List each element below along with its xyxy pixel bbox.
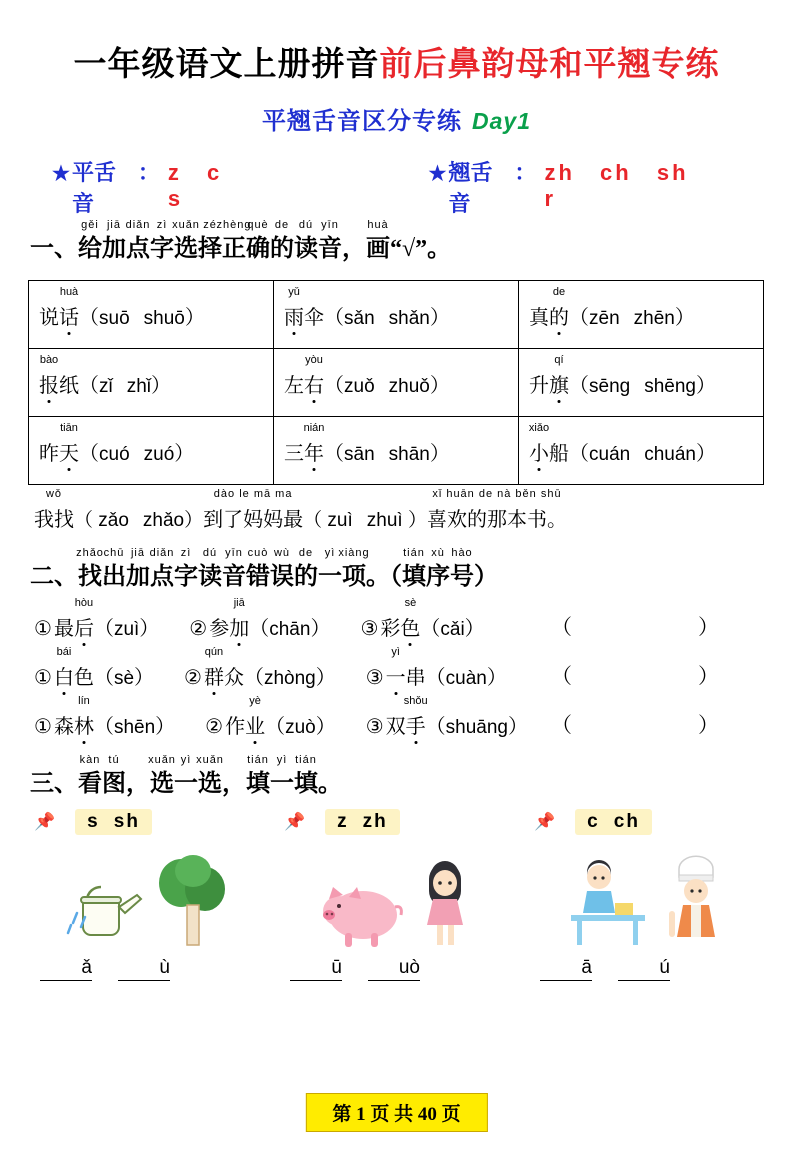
option-pinyin[interactable]: zhēn [633, 308, 675, 329]
dot-pinyin: yè [249, 695, 261, 707]
table-cell[interactable]: 真 de 的 （ zēn zhēn ） [519, 281, 764, 349]
option-pinyin[interactable]: zhuǒ [388, 376, 430, 397]
option-item[interactable]: ① 森 lín 林 （ shēn ） [34, 710, 175, 739]
emphasis-dot [414, 741, 417, 744]
exercise-3-heading: 三、 kàn 看 tú 图 ， xuǎn 选 yì 一 xuǎn 选 ， tián 填 yì 一 tián 填 。 [30, 754, 342, 797]
dotted-char [59, 286, 79, 330]
option-number: ① [34, 716, 52, 738]
fill-blank[interactable] [118, 957, 170, 981]
picture-group [534, 809, 759, 981]
ruby-pinyin: xuǎn [148, 754, 176, 766]
picture-area [284, 841, 509, 949]
option-pinyin[interactable]: shuō [143, 308, 185, 329]
ruby-pinyin: tián [247, 754, 269, 766]
dotted-char [400, 597, 421, 641]
ruby-pinyin: xǐ huān de nà běn shū [432, 488, 562, 500]
ruby-char: 序 [426, 564, 450, 590]
option-pinyin: zuì [113, 619, 140, 640]
table-cell[interactable]: 说 huà 话 （ suō shuō ） [29, 281, 274, 349]
dot-char: 小 [529, 443, 549, 465]
ruby-char: 的 [270, 236, 294, 262]
ruby-char: 图 [102, 771, 126, 797]
dotted-char [59, 422, 79, 466]
ruby-char: 读 [294, 236, 318, 262]
ruby-char: 字 [174, 564, 198, 590]
picture-area [534, 841, 759, 949]
ruby-char: 音 [222, 564, 246, 590]
option-pinyin[interactable]: sǎn [344, 308, 375, 329]
emphasis-dot [238, 643, 241, 646]
option-pinyin: sè [113, 668, 135, 689]
blank-suffix: ū [331, 957, 342, 978]
legend-curled-letters [544, 160, 741, 212]
option-item[interactable]: ② 参 jiā 加 （ chān ） [189, 612, 330, 641]
table-cell[interactable]: yǔ 雨 伞 （ sǎn shǎn ） [274, 281, 519, 349]
ruby-char: 选 [150, 771, 174, 797]
exercise-1-heading: 一、 gěi 给 jiā 加 diǎn 点 zì 字 xuǎn 选 zé 择 zhèng 正 què 确 de 的 dú 读 yīn 音 ， huà 画 “√”。 [30, 219, 452, 262]
fill-blank[interactable] [368, 957, 420, 981]
fill-blank[interactable] [40, 957, 92, 981]
ruby-pinyin: dú [298, 219, 314, 231]
ruby-pinyin: jiā [106, 219, 122, 231]
option-item[interactable]: ② 作 yè 业 （ zuò ） [205, 710, 336, 739]
ruby-char: 一 [270, 771, 294, 797]
option-pinyin[interactable]: shān [388, 444, 430, 465]
legend-flat-colon: ： [137, 160, 160, 185]
ruby-char: 出 [102, 564, 126, 590]
option-pinyin: zuò [285, 717, 316, 738]
dotted-char [528, 422, 550, 466]
page-subtitle [0, 101, 793, 136]
blank-suffix: ù [159, 957, 170, 978]
answer-blank[interactable]: （ ） [551, 713, 747, 737]
choice-option[interactable]: z [337, 811, 349, 832]
answer-blank[interactable]: （ ） [551, 615, 747, 639]
emphasis-dot [558, 400, 561, 403]
legend-curled-label: 翘舌音 [448, 160, 493, 216]
choice-box[interactable] [575, 809, 652, 835]
dot-pinyin: yòu [305, 354, 323, 366]
emphasis-dot [293, 332, 296, 335]
option-item[interactable]: ③ 双 shǒu 手 （ shuāng ） [366, 710, 528, 739]
table-cell[interactable]: 三 nián 年 （ sān shān ） [274, 417, 519, 485]
dot-char: 旗 [549, 375, 569, 397]
page-title-black: 一年级语文上册拼音 [73, 47, 380, 83]
fill-blank[interactable] [618, 957, 670, 981]
ruby-char: 项 [342, 564, 366, 590]
option-pinyin[interactable]: zuó [143, 444, 175, 465]
ruby-char: 我找 [34, 509, 74, 531]
emphasis-dot [538, 468, 541, 471]
option-pinyin[interactable]: zēn [589, 308, 620, 329]
dotted-char [53, 646, 74, 690]
ruby-pinyin: chū [103, 547, 125, 559]
fill-blank[interactable] [540, 957, 592, 981]
option-pinyin: cǎi [440, 619, 465, 640]
page-subtitle-text: 平翘舌音区分专练 [262, 109, 462, 135]
table-row [29, 281, 764, 349]
ruby-pinyin: huà [367, 219, 389, 231]
emphasis-dot [313, 400, 316, 403]
exercise-1-sentence[interactable] [34, 488, 793, 532]
dot-char: 一 [385, 667, 406, 689]
emphasis-dot [254, 741, 257, 744]
dotted-char [39, 354, 59, 398]
legend-flat-label: 平舌音 [71, 160, 116, 216]
exercise-3-groups [0, 809, 793, 981]
ruby-char: 点 [150, 564, 174, 590]
dotted-char [403, 695, 428, 739]
ruby-pinyin: tián [403, 547, 425, 559]
table-cell[interactable]: xiǎo 小 船 （ cuán chuán ） [519, 417, 764, 485]
dot-char: 后 [73, 618, 94, 640]
ruby-char: 误 [270, 564, 294, 590]
legend-flat-tongue [52, 156, 279, 218]
dot-pinyin: shǒu [403, 695, 428, 707]
legend-letter: ch [600, 160, 632, 185]
ruby-char: 到了妈妈最 [203, 509, 304, 531]
ruby-pinyin: zì [180, 547, 192, 559]
dot-char: 业 [245, 716, 266, 738]
picture-group [34, 809, 259, 981]
pinyin-legend [0, 156, 793, 218]
ruby-char: 一 [318, 564, 342, 590]
option-pinyin[interactable]: shēng [644, 376, 696, 397]
sentence-option[interactable]: zhuì ） [366, 510, 427, 531]
child-at-desk-icon [563, 857, 653, 949]
option-number: ③ [360, 618, 379, 640]
ruby-pinyin: wù [273, 547, 291, 559]
ruby-char: 喜欢的那本书。 [426, 509, 567, 531]
option-pinyin[interactable]: cuán [589, 444, 631, 465]
option-number: ② [189, 618, 208, 640]
option-pinyin[interactable]: cuó [99, 444, 130, 465]
pinyin-choice-table [28, 280, 764, 485]
ruby-pinyin: yīn [225, 547, 243, 559]
choice-option[interactable]: sh [113, 811, 140, 832]
ruby-char: 音 [318, 236, 342, 262]
ruby-pinyin: què [247, 219, 269, 231]
option-pinyin[interactable]: zuǒ [344, 376, 375, 397]
dot-pinyin: nián [303, 422, 325, 434]
answer-blanks [534, 957, 759, 981]
dot-char: 色 [400, 618, 421, 640]
option-pinyin[interactable]: shǎn [388, 308, 430, 329]
ruby-char: 读 [198, 564, 222, 590]
ruby-group [34, 488, 74, 532]
exercise-3 [0, 754, 793, 799]
ruby-pinyin: de [298, 547, 314, 559]
ruby-char: 选 [174, 236, 198, 262]
table-cell[interactable]: 左 yòu 右 （ zuǒ zhuǒ ） [274, 349, 519, 417]
dot-pinyin: jiā [233, 597, 245, 609]
ruby-pinyin: xuǎn [172, 219, 200, 231]
ruby-char: 填 [294, 771, 318, 797]
blank-suffix: ā [581, 957, 592, 978]
ruby-char: 填 [402, 564, 426, 590]
dot-char: 加 [229, 618, 250, 640]
option-number: ① [34, 618, 52, 640]
choice-box[interactable] [75, 809, 152, 835]
ruby-pinyin: diǎn [149, 547, 175, 559]
dotted-char [385, 646, 406, 690]
ruby-group [78, 219, 102, 264]
ruby-char: 加 [126, 564, 150, 590]
choice-option[interactable]: c [587, 811, 600, 832]
ruby-pinyin: zì [156, 219, 168, 231]
dot-char: 群 [203, 667, 224, 689]
ruby-pinyin: jiā [130, 547, 146, 559]
ruby-char: 确 [246, 236, 270, 262]
ruby-char: 的 [294, 564, 318, 590]
star-icon: ★ [428, 163, 447, 185]
ruby-char: 选 [198, 771, 222, 797]
ruby-pinyin: de [274, 219, 290, 231]
ruby-char: 填 [246, 771, 270, 797]
worksheet-page [0, 38, 793, 1160]
option-item[interactable]: ① 最 hòu 后 （ zuì ） [34, 612, 159, 641]
dot-char: 林 [73, 716, 94, 738]
dot-char: 天 [59, 443, 79, 465]
blank-suffix: ǎ [81, 957, 92, 978]
option-item[interactable]: ② qún 群 众 （ zhòng ） [184, 661, 336, 690]
ruby-char: 给 [78, 236, 102, 262]
dot-pinyin: qí [554, 354, 564, 366]
ruby-char: 字 [150, 236, 174, 262]
dot-char: 雨 [284, 307, 304, 329]
exercise-2-items [34, 597, 793, 739]
blank-suffix: uò [398, 957, 420, 978]
legend-letter: c [207, 160, 223, 185]
ruby-pinyin: zhèng [216, 219, 252, 231]
dot-pinyin: de [552, 286, 566, 298]
ruby-char: 看 [78, 771, 102, 797]
legend-curled-tongue [429, 156, 741, 218]
dot-pinyin: xiǎo [528, 422, 550, 434]
exercise-1 [0, 219, 793, 264]
legend-letter: s [167, 186, 184, 211]
ruby-char: 号 [450, 564, 474, 590]
dot-char: 的 [549, 307, 569, 329]
option-pinyin[interactable]: zhǐ [126, 376, 152, 397]
dot-char: 右 [304, 375, 324, 397]
dotted-char [304, 354, 324, 398]
ruby-pinyin: diǎn [125, 219, 151, 231]
option-pinyin: shuāng [445, 717, 508, 738]
ruby-char: 一 [174, 771, 198, 797]
option-pinyin: chān [269, 619, 311, 640]
dot-pinyin: tiān [60, 422, 78, 434]
picture-area [34, 841, 259, 949]
table-row [29, 417, 764, 485]
ruby-char: 择 [198, 236, 222, 262]
dot-pinyin: bào [39, 354, 59, 366]
option-pinyin: cuàn [445, 668, 487, 689]
answer-blanks [284, 957, 509, 981]
answer-blank[interactable]: （ ） [551, 664, 747, 688]
dot-pinyin: lín [78, 695, 90, 707]
ruby-pinyin: kàn [79, 754, 101, 766]
dot-char: 话 [59, 307, 79, 329]
pushpin-icon: 📌 [34, 812, 56, 831]
legend-letter: zh [544, 160, 575, 185]
table-row [29, 349, 764, 417]
ruby-pinyin: xù [431, 547, 445, 559]
ruby-pinyin: yīn [321, 219, 339, 231]
question-line [34, 597, 793, 641]
question-line [34, 695, 793, 739]
dotted-char [73, 597, 94, 641]
table-cell[interactable]: 昨 tiān 天 （ cuó zuó ） [29, 417, 274, 485]
legend-letter: z [167, 160, 182, 185]
ruby-pinyin: xuǎn [196, 754, 224, 766]
option-pinyin[interactable]: sān [344, 444, 375, 465]
dotted-char [284, 286, 304, 330]
pushpin-icon: 📌 [284, 812, 306, 831]
choice-box[interactable] [325, 809, 400, 835]
ruby-pinyin: gěi [81, 219, 99, 231]
emphasis-dot [68, 332, 71, 335]
dotted-char [203, 646, 224, 690]
legend-letter: r [544, 186, 556, 211]
legend-curled-colon: ： [514, 160, 537, 185]
option-pinyin[interactable]: suō [99, 308, 130, 329]
dot-pinyin: hòu [74, 597, 94, 609]
emphasis-dot [394, 692, 397, 695]
emphasis-dot [409, 643, 412, 646]
watering-can-icon [61, 857, 145, 949]
dotted-char [245, 695, 266, 739]
option-pinyin[interactable]: sēng [589, 376, 631, 397]
option-number: ② [184, 667, 202, 689]
page-subtitle-day: Day1 [472, 108, 531, 134]
option-pinyin[interactable]: zǐ [99, 376, 113, 397]
ruby-char: 正 [222, 236, 246, 262]
ruby-char: 点 [126, 236, 150, 262]
girl-icon [415, 853, 475, 949]
emphasis-dot [48, 400, 51, 403]
page-title-red: 前后鼻韵母和平翘专练 [379, 47, 720, 83]
page-footer: 第 1 页 共 40 页 [305, 1093, 487, 1132]
option-item[interactable]: ③ 彩 sè 色 （ cǎi ） [360, 612, 484, 641]
ruby-pinyin: xiàng [338, 547, 370, 559]
dotted-char [229, 597, 250, 641]
ruby-pinyin: dào le mā ma [213, 488, 293, 500]
choice-option[interactable]: ch [613, 811, 640, 832]
emphasis-dot [82, 643, 85, 646]
page-title [0, 38, 793, 85]
dotted-char [549, 354, 569, 398]
ruby-pinyin: dú [202, 547, 218, 559]
ruby-char: 错 [246, 564, 270, 590]
dot-pinyin: yì [391, 646, 400, 658]
dot-pinyin: yǔ [288, 286, 300, 298]
dotted-char [549, 286, 569, 330]
option-number: ① [34, 667, 52, 689]
ruby-pinyin: yì [180, 754, 192, 766]
dotted-char [73, 695, 94, 739]
picture-group [284, 809, 509, 981]
fill-blank[interactable] [290, 957, 342, 981]
emphasis-dot [558, 332, 561, 335]
option-item[interactable]: ③ yì 一 串 （ cuàn ） [366, 661, 507, 690]
pig-icon [319, 871, 407, 949]
sentence-option[interactable]: （ zuì [303, 510, 353, 531]
ruby-pinyin: zé [203, 219, 217, 231]
emphasis-dot [68, 468, 71, 471]
dot-char: 白 [53, 667, 74, 689]
choice-option[interactable]: s [87, 811, 100, 832]
ruby-pinyin: tián [295, 754, 317, 766]
option-pinyin: zhòng [263, 668, 316, 689]
option-number: ② [205, 716, 224, 738]
ruby-pinyin: tú [108, 754, 120, 766]
emphasis-dot [82, 741, 85, 744]
blank-suffix: ú [659, 957, 670, 978]
answer-blanks [34, 957, 259, 981]
dotted-char [303, 422, 325, 466]
dot-pinyin: sè [404, 597, 417, 609]
ruby-pinyin: yì [276, 754, 288, 766]
star-icon: ★ [52, 163, 70, 185]
ruby-char: 画 [366, 236, 390, 262]
legend-flat-letters [168, 160, 279, 212]
pushpin-icon: 📌 [534, 812, 556, 831]
table-cell[interactable]: 升 qí 旗 （ sēng shēng ） [519, 349, 764, 417]
dot-pinyin: qún [204, 646, 224, 658]
dot-char: 手 [405, 716, 426, 738]
ruby-char: 加 [102, 236, 126, 262]
ruby-char: 找 [78, 564, 102, 590]
ruby-pinyin: yì [324, 547, 336, 559]
dot-pinyin: bái [56, 646, 72, 658]
emphasis-dot [313, 468, 316, 471]
ruby-pinyin: wǒ [45, 488, 63, 500]
dot-char: 年 [304, 443, 324, 465]
cook-icon [661, 853, 731, 949]
question-line [34, 646, 793, 690]
emphasis-dot [212, 692, 215, 695]
option-number: ③ [365, 667, 384, 689]
sentence-option[interactable]: （ zǎo [74, 510, 129, 531]
option-item[interactable]: ① bái 白 色 （ sè ） [34, 661, 154, 690]
legend-letter: sh [656, 160, 689, 185]
emphasis-dot [62, 692, 65, 695]
tree-icon [153, 849, 233, 949]
ruby-pinyin: zhǎo [76, 547, 104, 559]
sentence-option[interactable]: zhǎo） [142, 510, 204, 531]
option-pinyin[interactable]: chuán [644, 444, 696, 465]
choice-option[interactable]: zh [362, 811, 388, 832]
ruby-pinyin: hào [451, 547, 473, 559]
table-cell[interactable]: bào 报 纸 （ zǐ zhǐ ） [29, 349, 274, 417]
dot-char: 报 [39, 375, 59, 397]
ruby-pinyin: cuò [247, 547, 269, 559]
option-pinyin: shēn [113, 717, 156, 738]
option-number: ③ [365, 716, 384, 738]
exercise-2 [0, 547, 793, 592]
exercise-2-heading: 二、 zhǎo 找 chū 出 jiā 加 diǎn 点 zì 字 dú 读 yīn 音 cuò 错 wù 误 de 的 yì 一 xiàng 项 。（ tián 填 xù 序 hào 号 ） [30, 547, 498, 590]
dot-pinyin: huà [59, 286, 79, 298]
